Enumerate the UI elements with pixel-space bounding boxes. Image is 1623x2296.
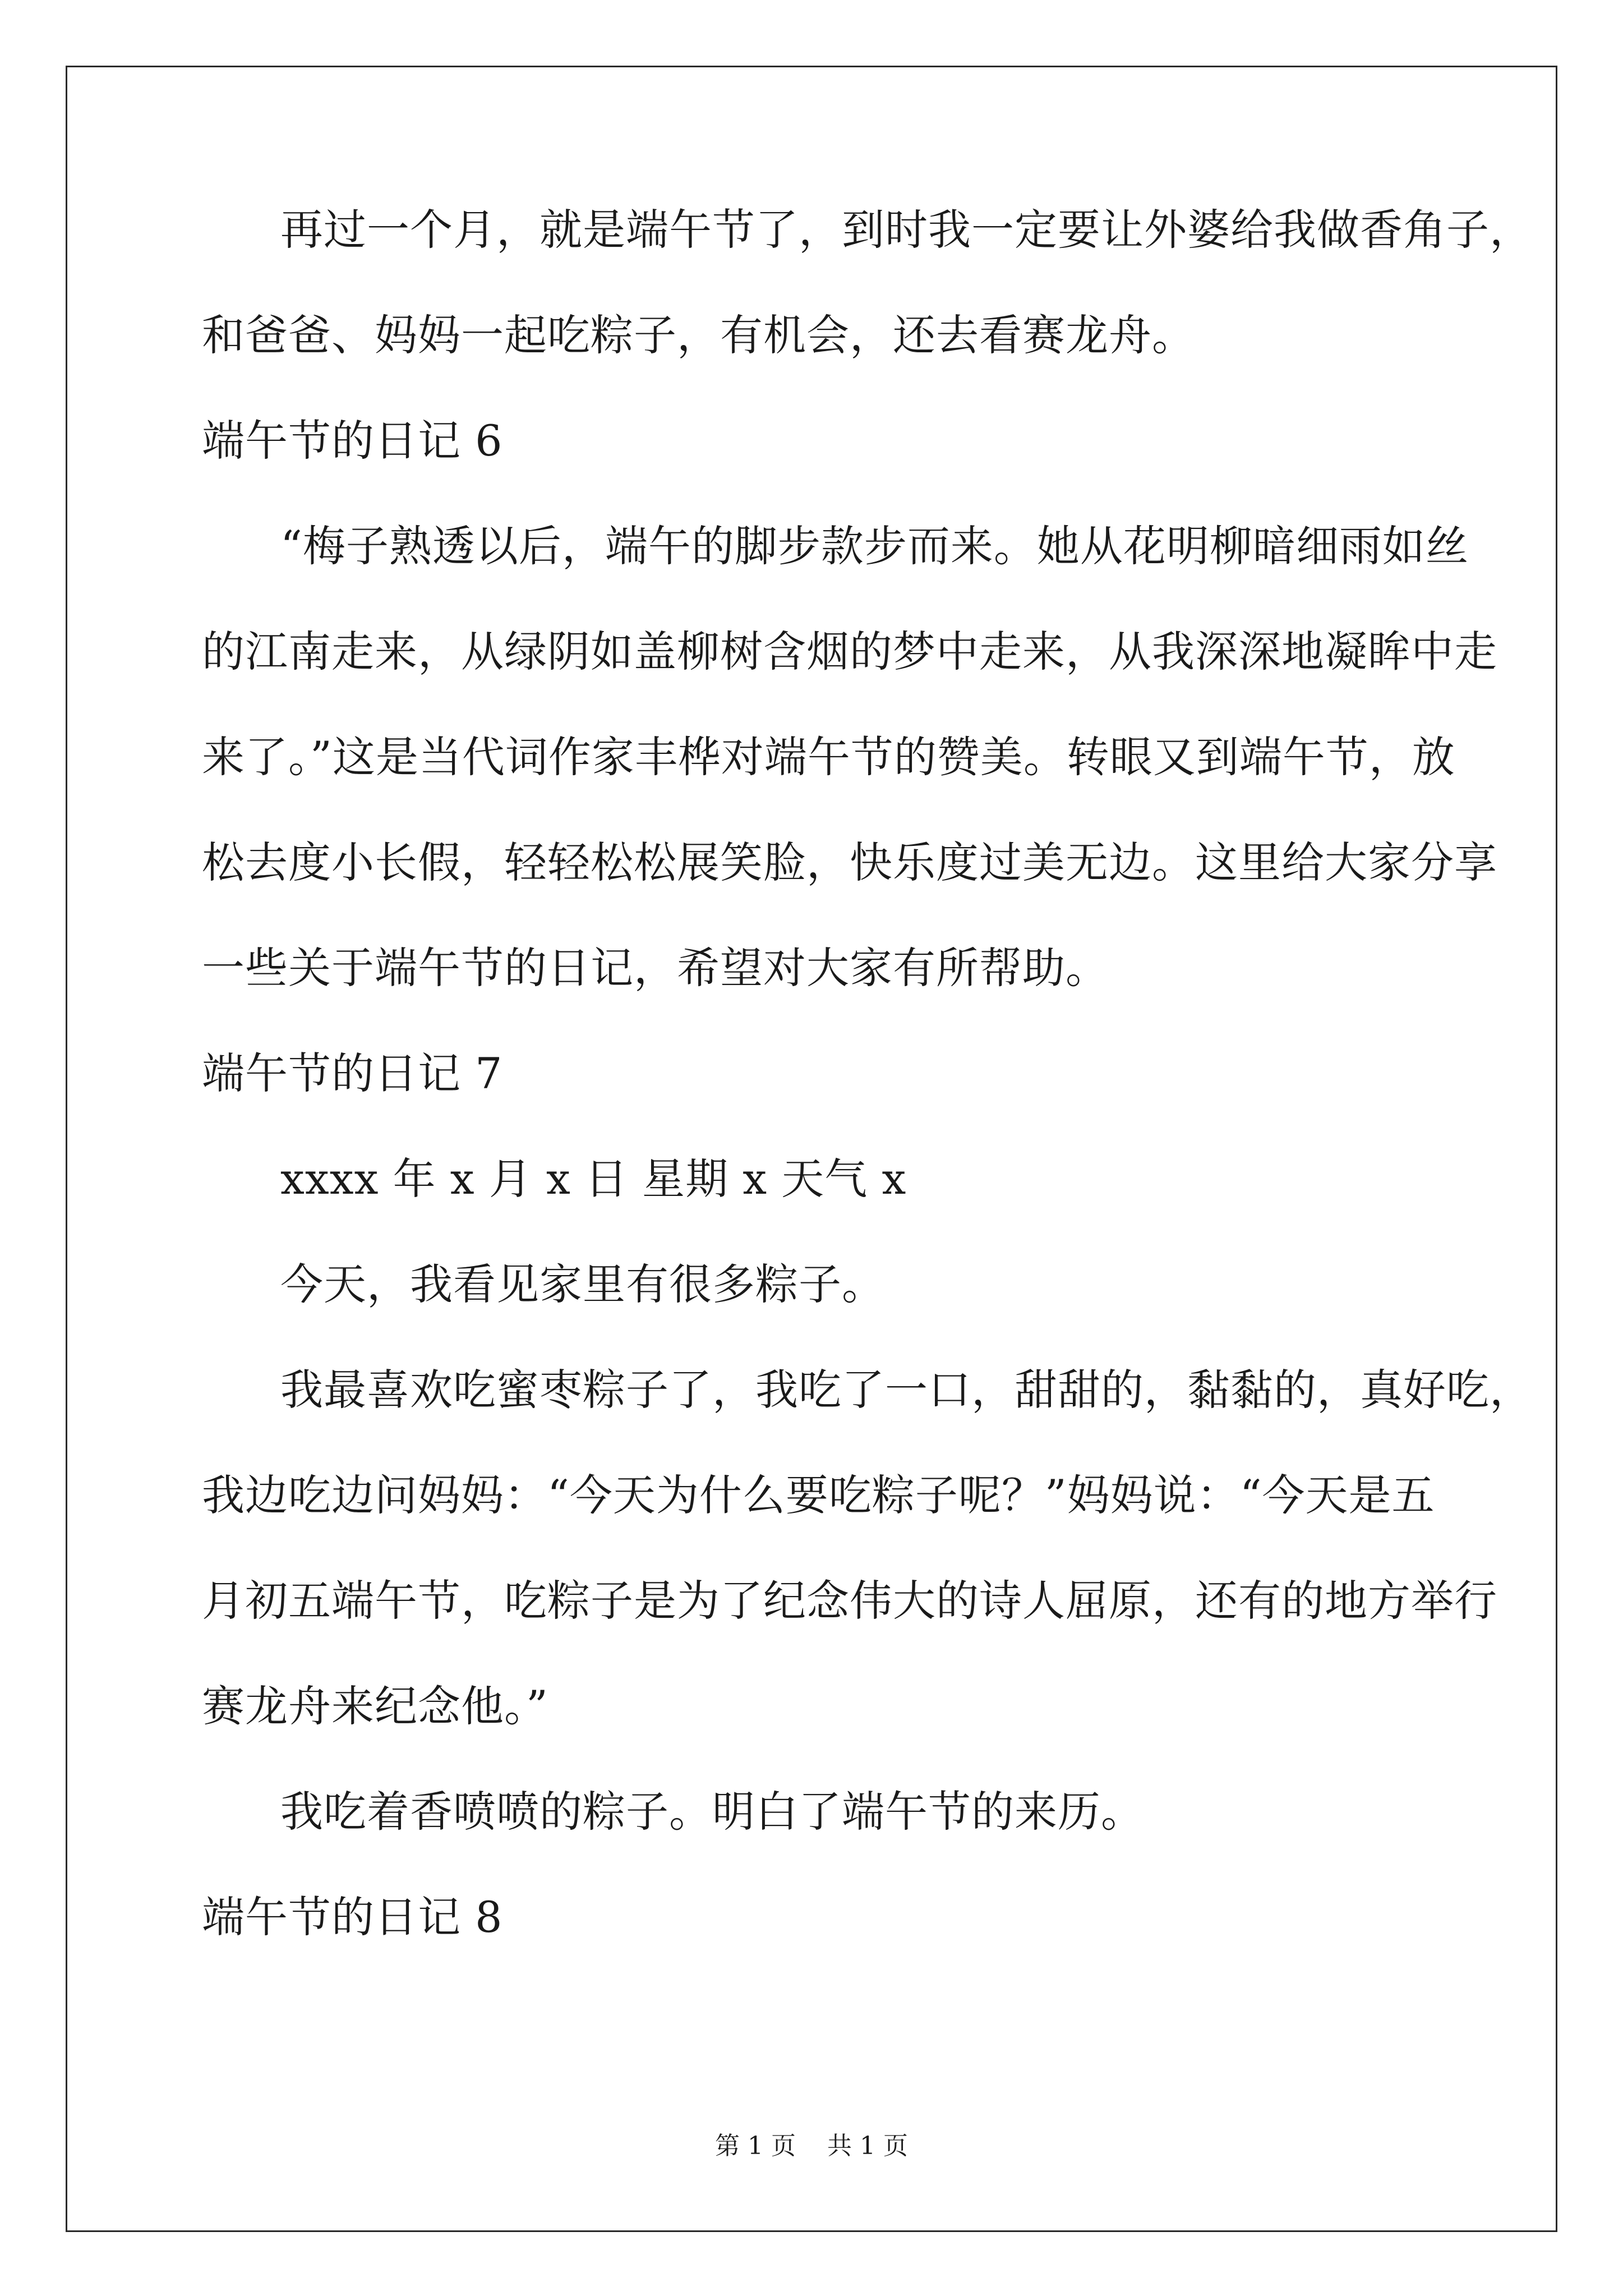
paragraph-line: 再过一个月，就是端午节了，到时我一定要让外婆给我做香角子， bbox=[280, 205, 1533, 255]
section-heading: 端午节的日记 6 bbox=[202, 416, 503, 466]
paragraph-line: 来了。”这是当代词作家丰桦对端午节的赞美。转眼又到端午节，放 bbox=[202, 732, 1455, 782]
paragraph-line: 月初五端午节，吃粽子是为了纪念伟大的诗人屈原，还有的地方举行 bbox=[202, 1576, 1497, 1626]
paragraph-line: 我边吃边问妈妈：“今天为什么要吃粽子呢？”妈妈说：“今天是五 bbox=[202, 1470, 1435, 1520]
paragraph-line: 赛龙舟来纪念他。” bbox=[202, 1681, 548, 1731]
paragraph-line: 今天，我看见家里有很多粽子。 bbox=[280, 1259, 885, 1309]
paragraph-line: 我吃着香喷喷的粽子。明白了端午节的来历。 bbox=[280, 1787, 1144, 1837]
page-footer bbox=[0, 2131, 1623, 2162]
section-heading: 端午节的日记 7 bbox=[202, 1048, 503, 1098]
paragraph-line: 一些关于端午节的日记，希望对大家有所帮助。 bbox=[202, 943, 1109, 993]
paragraph-line: 的江南走来，从绿阴如盖柳树含烟的梦中走来，从我深深地凝眸中走 bbox=[202, 627, 1497, 677]
paragraph-line: 和爸爸、妈妈一起吃粽子，有机会，还去看赛龙舟。 bbox=[202, 310, 1195, 360]
date-line: xxxx 年 x 月 x 日 星期 x 天气 x bbox=[280, 1154, 907, 1204]
page-number: 第 1 页 bbox=[715, 2132, 796, 2160]
paragraph-line: “梅子熟透以后，端午的脚步款步而来。她从花明柳暗细雨如丝 bbox=[280, 521, 1469, 571]
paragraph-line: 松去度小长假，轻轻松松展笑脸，快乐度过美无边。这里给大家分享 bbox=[202, 838, 1497, 887]
paragraph-line: 我最喜欢吃蜜枣粽子了，我吃了一口，甜甜的，黏黏的，真好吃， bbox=[280, 1365, 1533, 1415]
section-heading: 端午节的日记 8 bbox=[202, 1892, 503, 1942]
page-total: 共 1 页 bbox=[827, 2132, 908, 2160]
